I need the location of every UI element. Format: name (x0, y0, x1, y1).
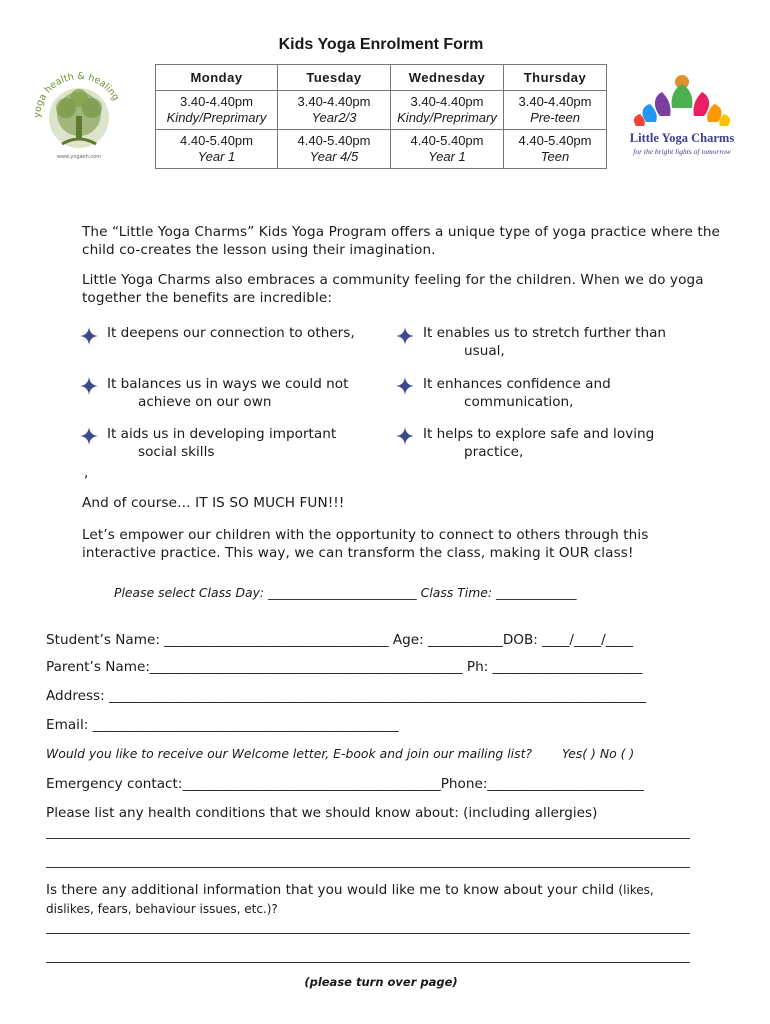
schedule-cell: 4.40-5.40pm Year 1 (391, 130, 504, 169)
yoga-health-healing-logo (26, 58, 130, 162)
sparkle-icon (396, 327, 414, 345)
health-answer-line[interactable] (46, 867, 690, 868)
sparkle-icon (80, 327, 98, 345)
schedule-cell: 4.40-5.40pm Year 1 (156, 130, 278, 169)
additional-info-question-continued: dislikes, fears, behaviour issues, etc.)? (46, 902, 278, 916)
schedule-cell: 4.40-5.40pm Teen (504, 130, 607, 169)
logo-url: www.yogaeh.com (56, 154, 102, 160)
day-header: Monday (156, 65, 278, 91)
intro-paragraph-4: Let’s empower our children with the opportunity to connect to others through this interactive practice. This way, we can transform the class, making it OUR class! (82, 527, 649, 561)
schedule-cell: 3.40-4.40pm Kindy/Preprimary (156, 91, 278, 130)
schedule-cell: 3.40-4.40pm Kindy/Preprimary (391, 91, 504, 130)
day-header: Thursday (504, 65, 607, 91)
schedule-cell: 3.40-4.40pm Year2/3 (278, 91, 391, 130)
schedule-table (155, 64, 607, 169)
additional-info-question: Is there any additional information that you would like me to know about your child (likes, (46, 882, 654, 898)
benefit-item-continued: practice, (464, 444, 524, 460)
additional-info-answer-line[interactable] (46, 933, 690, 934)
sparkle-icon (396, 377, 414, 395)
benefit-item: It helps to explore safe and loving (423, 426, 655, 442)
logo-tagline: for the bright lights of tomorrow (633, 147, 731, 156)
address-field[interactable]: Address: _______________________________________________________________________________ (46, 688, 646, 704)
schedule-cell: 4.40-5.40pm Year 4/5 (278, 130, 391, 169)
benefit-item: It deepens our connection to others, (107, 325, 355, 341)
little-yoga-charms-logo (612, 74, 752, 164)
class-day-field[interactable]: Please select Class Day: ________________________ Class Time: _____________ (114, 585, 577, 600)
logo-ring-text: yoga health & healing (31, 70, 122, 119)
sparkle-icon (396, 427, 414, 445)
intro-paragraph-1: The “Little Yoga Charms” Kids Yoga Program offers a unique type of yoga practice where the child co-creates the lesson using their imagination. (82, 224, 721, 258)
logo-name: Little Yoga Charms (629, 131, 735, 145)
benefit-item: It balances us in ways we could not (107, 376, 349, 392)
schedule-cell: 3.40-4.40pm Pre-teen (504, 91, 607, 130)
fun-line: And of course… IT IS SO MUCH FUN!!! (82, 495, 345, 511)
page-title: Kids Yoga Enrolment Form (278, 36, 484, 53)
day-header: Wednesday (391, 65, 504, 91)
additional-info-answer-line[interactable] (46, 962, 690, 963)
benefit-item-continued: social skills (138, 444, 215, 460)
health-answer-line[interactable] (46, 838, 690, 839)
benefit-item: It enables us to stretch further than (423, 325, 667, 341)
sparkle-icon (80, 427, 98, 445)
benefit-item-continued: usual, (464, 343, 505, 359)
sparkle-icon (80, 377, 98, 395)
benefit-item-continued: achieve on our own (138, 394, 272, 410)
intro-paragraph-2: Little Yoga Charms also embraces a community feeling for the children. When we do yoga together the benefits are incredible: (82, 272, 704, 306)
parent-details-field[interactable]: Parent’s Name:______________________________________________ Ph: ______________________ (46, 659, 643, 675)
mailing-list-question: Would you like to receive our Welcome letter, E-book and join our mailing list? (46, 746, 533, 761)
benefit-item-continued: communication, (464, 394, 574, 410)
emergency-contact-field[interactable]: Emergency contact:______________________________________Phone:_______________________ (46, 776, 644, 792)
stray-comma: , (84, 465, 89, 481)
email-field[interactable]: Email: _____________________________________________ (46, 717, 399, 733)
health-question: Please list any health conditions that we should know about: (including allergies) (46, 805, 598, 821)
benefit-item: It aids us in developing important (107, 426, 337, 442)
day-header: Tuesday (278, 65, 391, 91)
page-footer: (please turn over page) (304, 975, 458, 989)
mailing-list-yes-no[interactable]: Yes( ) No ( ) (562, 746, 635, 761)
student-details-field[interactable]: Student’s Name: _________________________________ Age: ___________DOB: ____/____/____ (46, 632, 633, 648)
benefit-item: It enhances confidence and (423, 376, 611, 392)
